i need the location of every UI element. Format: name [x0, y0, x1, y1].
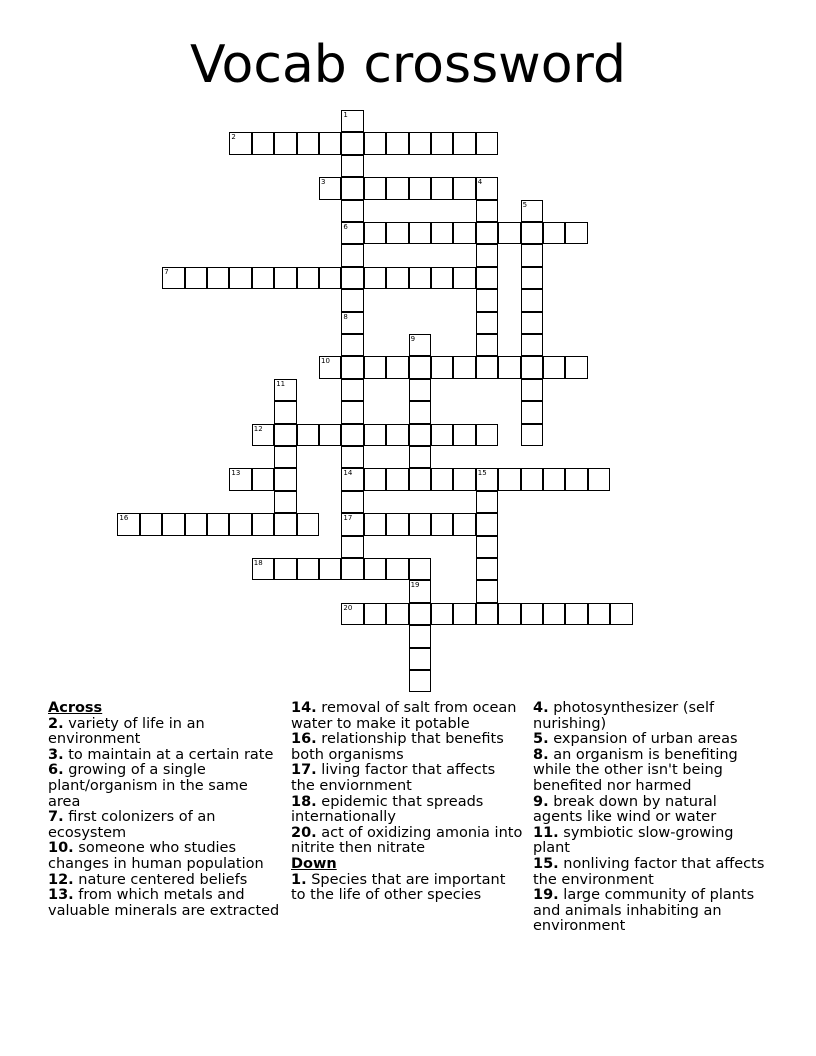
crossword-cell[interactable]: [521, 379, 543, 401]
crossword-cell[interactable]: [319, 424, 341, 446]
crossword-cell[interactable]: [341, 379, 363, 401]
crossword-cell[interactable]: [476, 558, 498, 580]
crossword-cell[interactable]: [588, 468, 610, 490]
clue-number: 7: [164, 267, 169, 276]
clue-number: 6: [343, 223, 348, 231]
clue-text: epidemic that spreads internationally: [291, 793, 484, 826]
crossword-cell[interactable]: [543, 603, 565, 625]
crossword-cell[interactable]: [476, 356, 498, 378]
page-title: Vocab crossword: [190, 35, 626, 95]
crossword-cell[interactable]: [229, 267, 251, 289]
clue-number: 17.: [291, 762, 317, 779]
crossword-cell[interactable]: [229, 513, 251, 535]
crossword-cell[interactable]: [409, 401, 431, 423]
clue-number: 13: [231, 469, 241, 478]
crossword-cell[interactable]: [565, 222, 587, 244]
crossword-cell[interactable]: [521, 244, 543, 266]
crossword-cell[interactable]: [476, 580, 498, 602]
crossword-cell[interactable]: [252, 558, 274, 580]
crossword-cell[interactable]: [274, 267, 296, 289]
clue-item: [533, 701, 765, 732]
crossword-cell[interactable]: [476, 244, 498, 266]
clue-number: 2.: [48, 715, 64, 732]
crossword-cell[interactable]: [476, 132, 498, 154]
crossword-cell[interactable]: [521, 603, 543, 625]
clue-item: [291, 701, 523, 732]
clue-number: 10: [321, 357, 330, 366]
crossword-cell[interactable]: [341, 446, 363, 468]
crossword-cell[interactable]: [476, 177, 498, 199]
crossword-cell[interactable]: [274, 491, 296, 513]
crossword-cell[interactable]: [341, 200, 363, 222]
crossword-cell[interactable]: [319, 267, 341, 289]
crossword-cell[interactable]: [319, 177, 341, 199]
crossword-cell[interactable]: [521, 267, 543, 289]
crossword-cell[interactable]: [386, 513, 408, 535]
crossword-cell[interactable]: [364, 132, 386, 154]
crossword-cell[interactable]: [453, 424, 475, 446]
crossword-cell[interactable]: [588, 603, 610, 625]
crossword-cell[interactable]: [476, 334, 498, 356]
crossword-cell[interactable]: [386, 222, 408, 244]
crossword-cell[interactable]: [521, 424, 543, 446]
clue-number: 4.: [533, 700, 549, 716]
clue-text: nonliving factor that affects the environment: [533, 855, 765, 888]
clue-text: expansion of urban areas: [553, 731, 738, 748]
clue-text: break down by natural agents like wind or water: [533, 793, 717, 826]
crossword-cell[interactable]: [297, 132, 319, 154]
clue-item: [48, 810, 280, 841]
crossword-cell[interactable]: [476, 200, 498, 222]
crossword-cell[interactable]: [453, 177, 475, 199]
clue-number: 9: [410, 335, 416, 343]
crossword-cell[interactable]: [229, 132, 251, 154]
clue-number: 16: [119, 514, 129, 523]
crossword-cell[interactable]: [207, 513, 229, 535]
crossword-cell[interactable]: [453, 132, 475, 154]
crossword-cell[interactable]: [453, 513, 475, 535]
clue-item: [291, 763, 523, 794]
clue-number: 12.: [48, 871, 74, 888]
crossword-cell[interactable]: [341, 356, 363, 378]
crossword-cell[interactable]: [162, 267, 184, 289]
crossword-cell[interactable]: [498, 356, 520, 378]
clue-text: from which metals and valuable minerals are extracted: [48, 887, 280, 919]
clue-text: living factor that affects the enviornment: [291, 762, 496, 794]
crossword-cell[interactable]: [453, 603, 475, 625]
crossword-cell[interactable]: [386, 558, 408, 580]
crossword-cell[interactable]: [252, 468, 274, 490]
crossword-cell[interactable]: [498, 468, 520, 490]
crossword-cell[interactable]: [431, 468, 453, 490]
crossword-cell[interactable]: [476, 513, 498, 535]
clue-number: 1.: [291, 871, 307, 888]
clue-text: growing of a single plant/organism in the same area: [48, 762, 248, 810]
crossword-cell[interactable]: [274, 401, 296, 423]
crossword-cell[interactable]: [476, 312, 498, 334]
clue-text: an organism is benefiting while the other isn't being benefited nor harmed: [533, 746, 738, 794]
crossword-cell[interactable]: [341, 312, 363, 334]
crossword-cell[interactable]: [229, 468, 251, 490]
clue-item: [48, 763, 280, 810]
crossword-cell[interactable]: [476, 424, 498, 446]
clue-item: [291, 732, 523, 763]
crossword-cell[interactable]: [185, 513, 207, 535]
clue-number: 18.: [291, 793, 317, 810]
clue-number: 5: [522, 200, 528, 209]
clue-text: someone who studies changes in human population: [48, 840, 264, 872]
crossword-cell[interactable]: [521, 222, 543, 244]
crossword-cell[interactable]: [521, 200, 543, 222]
crossword-cell[interactable]: [319, 356, 341, 378]
clue-item: [48, 841, 280, 872]
clue-number: 9.: [533, 793, 549, 810]
crossword-cell[interactable]: [341, 424, 363, 446]
clues-column-1: [48, 701, 280, 919]
crossword-cell[interactable]: [521, 312, 543, 334]
crossword-cell[interactable]: [341, 222, 363, 244]
crossword-cell[interactable]: [319, 558, 341, 580]
crossword-cell[interactable]: [409, 356, 431, 378]
clues-heading: Down: [291, 855, 337, 872]
crossword-cell[interactable]: [565, 356, 587, 378]
crossword-cell[interactable]: [252, 513, 274, 535]
crossword-cell[interactable]: [476, 468, 498, 490]
crossword-cell[interactable]: [364, 267, 386, 289]
clue-item: [291, 795, 523, 826]
crossword-cell[interactable]: [453, 267, 475, 289]
crossword-cell[interactable]: [274, 379, 296, 401]
crossword-cell[interactable]: [476, 222, 498, 244]
clues-heading: Across: [48, 700, 103, 716]
crossword-cell[interactable]: [140, 513, 162, 535]
crossword-cell[interactable]: [274, 424, 296, 446]
crossword-cell[interactable]: [476, 603, 498, 625]
crossword-cell[interactable]: [341, 110, 363, 132]
clue-text: variety of life in an environment: [48, 715, 205, 748]
crossword-cell[interactable]: [386, 132, 408, 154]
clue-item: [291, 826, 523, 857]
crossword-cell[interactable]: [409, 648, 431, 670]
clue-number: 14: [343, 469, 353, 478]
crossword-cell[interactable]: [364, 468, 386, 490]
clue-number: 3.: [48, 746, 64, 763]
crossword-cell[interactable]: [565, 603, 587, 625]
clues-column-3: [533, 701, 765, 935]
crossword-cell[interactable]: [409, 580, 431, 602]
crossword-cell[interactable]: [409, 513, 431, 535]
crossword-cell[interactable]: [162, 513, 184, 535]
crossword-cell[interactable]: [341, 244, 363, 266]
crossword-cell[interactable]: [409, 424, 431, 446]
crossword-cell[interactable]: [521, 289, 543, 311]
crossword-cell[interactable]: [431, 603, 453, 625]
crossword-cell[interactable]: [364, 177, 386, 199]
crossword-cell[interactable]: [453, 468, 475, 490]
crossword-cell[interactable]: [610, 603, 632, 625]
crossword-cell[interactable]: [409, 267, 431, 289]
crossword-cell[interactable]: [386, 267, 408, 289]
crossword-cell[interactable]: [476, 267, 498, 289]
crossword-cell[interactable]: [431, 177, 453, 199]
crossword-cell[interactable]: [364, 558, 386, 580]
clues-column-2: [291, 701, 523, 904]
crossword-cell[interactable]: [543, 222, 565, 244]
crossword-cell[interactable]: [297, 513, 319, 535]
clue-item: [533, 748, 765, 795]
crossword-cell[interactable]: [409, 468, 431, 490]
crossword-cell[interactable]: [409, 379, 431, 401]
clue-text: large community of plants and animals inhabiting an environment: [533, 887, 755, 935]
clue-number: 15.: [533, 855, 559, 872]
crossword-cell[interactable]: [386, 468, 408, 490]
crossword-cell[interactable]: [431, 267, 453, 289]
crossword-cell[interactable]: [341, 177, 363, 199]
clue-text: photosynthesizer (self nurishing): [533, 700, 715, 732]
crossword-cell[interactable]: [341, 155, 363, 177]
clue-text: nature centered beliefs: [78, 871, 248, 888]
crossword-cell[interactable]: [521, 468, 543, 490]
crossword-cell[interactable]: [252, 267, 274, 289]
clue-number: 7.: [48, 809, 64, 826]
clue-number: 3: [321, 178, 326, 187]
crossword-cell[interactable]: [274, 558, 296, 580]
clue-number: 11: [276, 379, 286, 388]
clue-number: 11.: [533, 824, 559, 841]
crossword-cell[interactable]: [364, 222, 386, 244]
clue-number: 18: [253, 559, 263, 567]
crossword-cell[interactable]: [274, 513, 296, 535]
crossword-cell[interactable]: [364, 513, 386, 535]
crossword-cell[interactable]: [543, 356, 565, 378]
clue-item: [533, 888, 765, 935]
crossword-cell[interactable]: [409, 625, 431, 647]
crossword-cell[interactable]: [409, 446, 431, 468]
clue-number: 20.: [291, 824, 317, 841]
clue-item: [533, 826, 765, 857]
crossword-cell[interactable]: [274, 446, 296, 468]
crossword-cell[interactable]: [543, 468, 565, 490]
crossword-cell[interactable]: [409, 558, 431, 580]
crossword-cell[interactable]: [498, 603, 520, 625]
clue-number: 20: [343, 603, 353, 612]
crossword-cell[interactable]: [498, 222, 520, 244]
crossword-cell[interactable]: [431, 222, 453, 244]
crossword-cell[interactable]: [476, 491, 498, 513]
crossword-cell[interactable]: [341, 401, 363, 423]
crossword-cell[interactable]: [341, 536, 363, 558]
crossword-cell[interactable]: [364, 603, 386, 625]
clue-item: [48, 717, 280, 748]
clue-number: 8: [343, 312, 348, 321]
clue-text: to maintain at a certain rate: [68, 746, 274, 763]
crossword-cell[interactable]: [521, 334, 543, 356]
clue-text: relationship that benefits both organisms: [291, 731, 504, 763]
clue-number: 12: [253, 424, 263, 433]
clue-text: Species that are important to the life of other species: [291, 871, 506, 904]
crossword-cell[interactable]: [341, 289, 363, 311]
clue-number: 10.: [48, 840, 74, 857]
clue-text: act of oxidizing amonia into nitrite then nitrate: [291, 824, 523, 857]
crossword-cell[interactable]: [431, 424, 453, 446]
clue-number: 2: [231, 133, 236, 142]
crossword-cell[interactable]: [341, 468, 363, 490]
clue-item: [533, 795, 765, 826]
crossword-cell[interactable]: [297, 558, 319, 580]
crossword-cell[interactable]: [386, 603, 408, 625]
clue-item: [48, 873, 280, 889]
clue-number: 14.: [291, 700, 317, 716]
crossword-cell[interactable]: [431, 513, 453, 535]
clue-text: first colonizers of an ecosystem: [48, 809, 216, 841]
crossword-cell[interactable]: [453, 356, 475, 378]
crossword-cell[interactable]: [207, 267, 229, 289]
crossword-cell[interactable]: [386, 424, 408, 446]
crossword-cell[interactable]: [476, 536, 498, 558]
clue-item: [533, 732, 765, 748]
clue-number: 5.: [533, 731, 549, 748]
crossword-cell[interactable]: [364, 356, 386, 378]
crossword-cell[interactable]: [252, 424, 274, 446]
clue-number: 17: [343, 514, 353, 523]
clue-item: [48, 888, 280, 919]
clue-item: [48, 748, 280, 764]
crossword-cell[interactable]: [386, 356, 408, 378]
crossword-cell[interactable]: [297, 424, 319, 446]
clue-number: 8.: [533, 746, 549, 763]
crossword-cell[interactable]: [341, 334, 363, 356]
crossword-cell[interactable]: [565, 468, 587, 490]
clue-number: 19: [410, 581, 420, 590]
crossword-cell[interactable]: [341, 513, 363, 535]
crossword-cell[interactable]: [453, 222, 475, 244]
clue-text: removal of salt from ocean water to make it potable: [291, 700, 517, 732]
crossword-cell[interactable]: [409, 222, 431, 244]
crossword-cell[interactable]: [341, 558, 363, 580]
crossword-cell[interactable]: [117, 513, 139, 535]
crossword-cell[interactable]: [364, 424, 386, 446]
clue-number: 15: [477, 469, 487, 478]
crossword-cell[interactable]: [297, 267, 319, 289]
clue-number: 6.: [48, 762, 64, 779]
crossword-cell[interactable]: [409, 670, 431, 692]
crossword-cell[interactable]: [341, 132, 363, 154]
crossword-cell[interactable]: [521, 401, 543, 423]
crossword-cell[interactable]: [409, 177, 431, 199]
crossword-cell[interactable]: [185, 267, 207, 289]
clue-number: 19.: [533, 887, 559, 904]
crossword-cell[interactable]: [341, 603, 363, 625]
clue-number: 4: [477, 178, 483, 187]
crossword-cell[interactable]: [341, 491, 363, 513]
crossword-cell[interactable]: [274, 132, 296, 154]
clue-item: [533, 857, 765, 888]
clue-text: symbiotic slow-growing plant: [533, 824, 734, 857]
crossword-cell[interactable]: [319, 132, 341, 154]
crossword-cell[interactable]: [431, 356, 453, 378]
clue-item: [291, 873, 523, 904]
crossword-cell[interactable]: [386, 177, 408, 199]
clue-number: 13.: [48, 887, 74, 904]
crossword-cell[interactable]: [409, 603, 431, 625]
crossword-cell[interactable]: [409, 334, 431, 356]
clue-number: 1: [343, 111, 348, 119]
crossword-cell[interactable]: [476, 289, 498, 311]
crossword-cell[interactable]: [341, 267, 363, 289]
crossword-cell[interactable]: [252, 132, 274, 154]
clue-number: 16.: [291, 731, 317, 748]
crossword-cell[interactable]: [431, 132, 453, 154]
crossword-cell[interactable]: [274, 468, 296, 490]
crossword-cell[interactable]: [521, 356, 543, 378]
crossword-cell[interactable]: [409, 132, 431, 154]
